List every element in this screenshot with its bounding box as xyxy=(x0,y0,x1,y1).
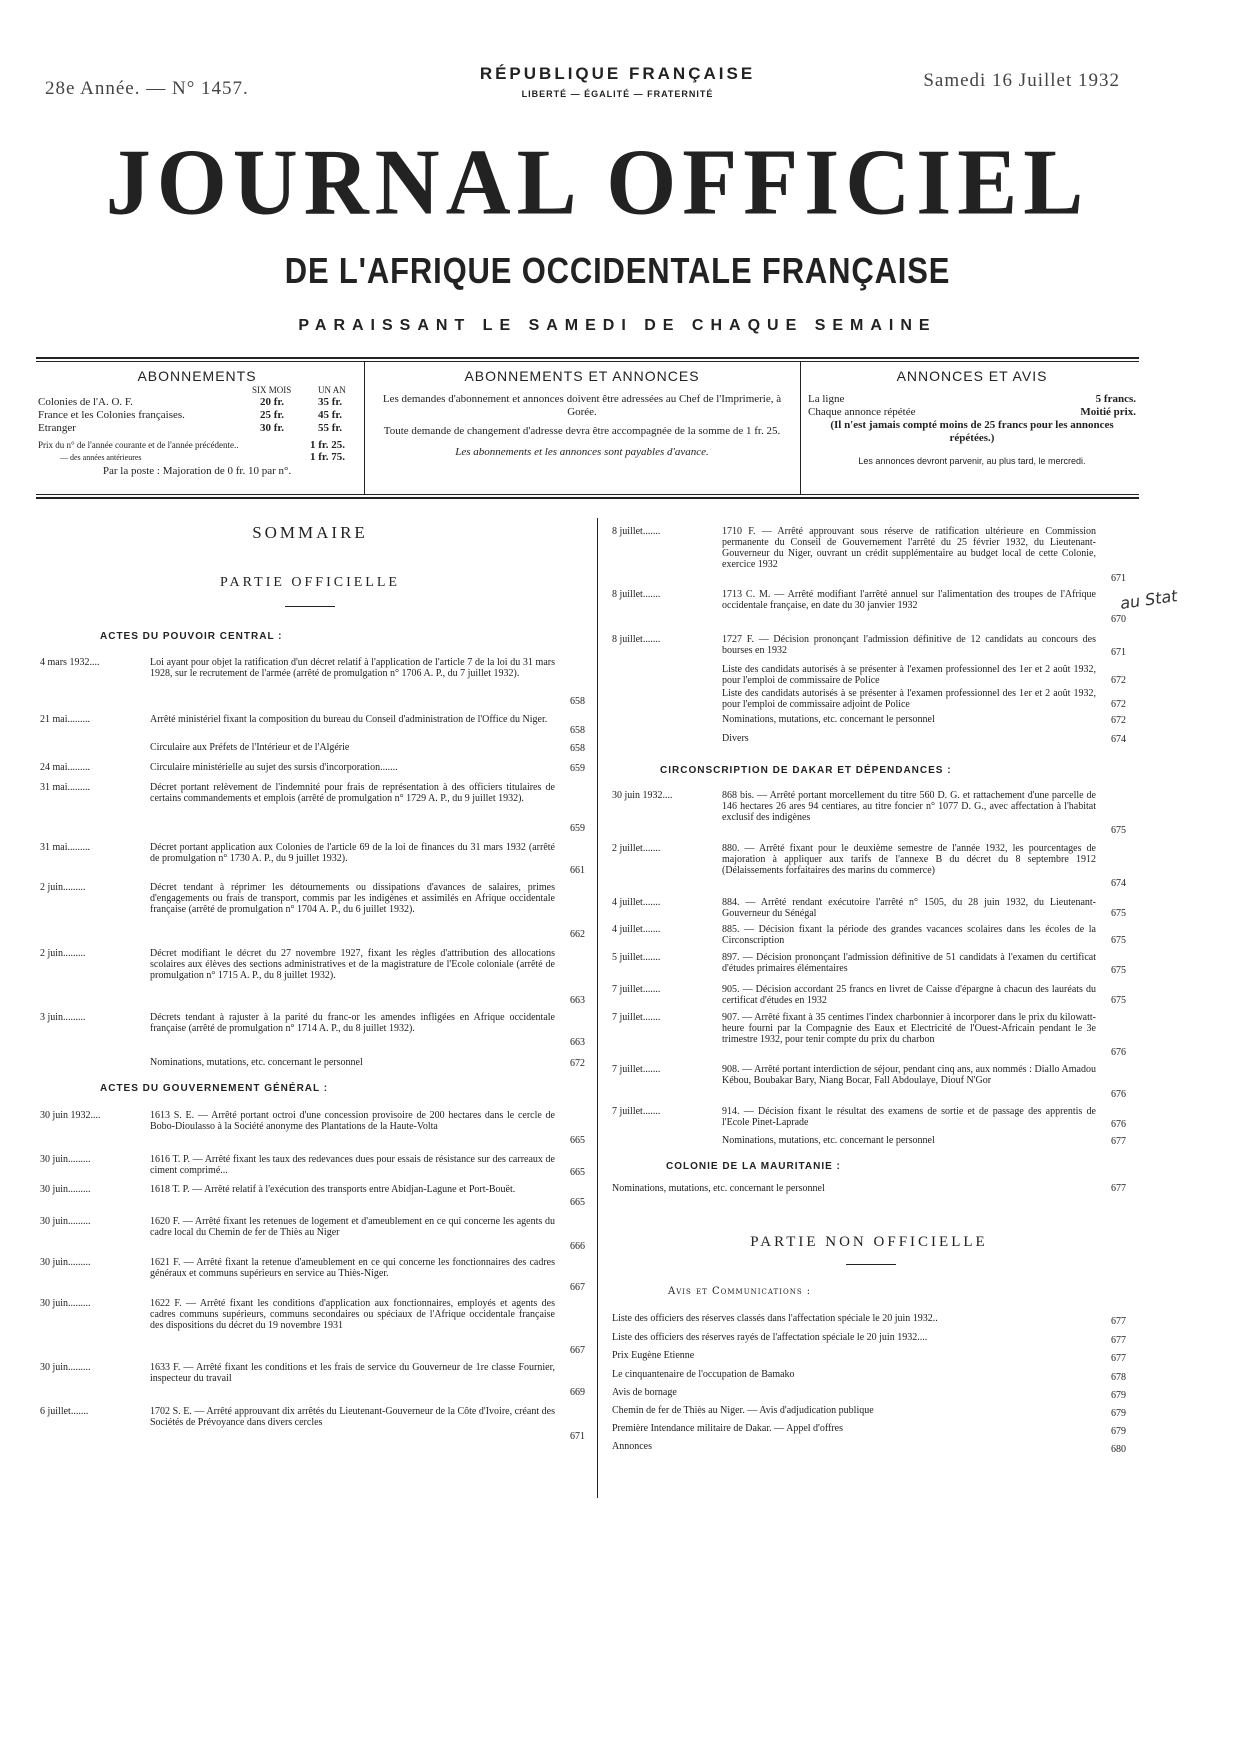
toc-entry xyxy=(612,664,1126,686)
entry-title: Circulaire ministérielle au sujet des sursis d'incorporation....... xyxy=(150,762,398,773)
entry-page: 675 xyxy=(1111,908,1126,919)
price-row-year: 45 fr. xyxy=(318,409,343,421)
entry-date: 31 mai......... xyxy=(40,782,90,793)
line-price-label: La ligne xyxy=(808,393,845,405)
issue-price-value: 1 fr. 25. xyxy=(310,439,346,451)
toc-entry xyxy=(612,714,1126,726)
price-row-six: 30 fr. xyxy=(260,422,285,434)
toc-entry xyxy=(40,842,585,876)
entry-title: Décret portant relèvement de l'indemnité pour frais de représentation à des officiers titulaires de certains commandements et emplois (arrêté de promulgation n° 1729 A. P., du 9 juillet 1932). xyxy=(150,782,555,804)
entry-title: 908. — Arrêté portant interdiction de séjour, pendant cinq ans, aux nommés : Diallo Amadou Kébou, Boubakar Bary, Niang Bocar, Fall Abdoulaye, Diouf N'Gor xyxy=(722,1064,1096,1086)
entry-page: 665 xyxy=(570,1167,585,1178)
section-central-power: ACTES DU POUVOIR CENTRAL : xyxy=(100,631,283,642)
journal-title: JOURNAL OFFICIEL xyxy=(105,130,1090,235)
entry-page: 666 xyxy=(570,1241,585,1252)
toc-entry xyxy=(612,1106,1126,1130)
entry-page: 675 xyxy=(1111,825,1126,836)
entry-date: 24 mai......... xyxy=(40,762,90,773)
entry-page: 680 xyxy=(1111,1444,1126,1455)
entry-page: 667 xyxy=(570,1345,585,1356)
entry-title: 907. — Arrêté fixant à 35 centimes l'index charbonnier à incorporer dans le prix du kilowatt-heure fourni par la Compagnie des Eaux et Electricité de l'Ouest-Africain pendant le 3e trimestre 1932, pour tenir compte du prix du charbon xyxy=(722,1012,1096,1045)
entry-page: 672 xyxy=(1111,715,1126,726)
mauritanie-entry xyxy=(612,1183,1126,1195)
official-part-rule xyxy=(285,606,335,607)
entry-date: 8 juillet....... xyxy=(612,634,661,645)
entry-title: 1713 C. M. — Arrêté modifiant l'arrêté annuel sur l'alimentation des troupes de l'Afrique occidentale française, en date du 30 janvier 1932 xyxy=(722,589,1096,611)
price-row-year: 35 fr. xyxy=(318,396,343,408)
entry-page: 665 xyxy=(570,1135,585,1146)
entry-date: 2 juin......... xyxy=(40,882,86,893)
minimum-note: (Il n'est jamais compté moins de 25 francs pour les annonces répétées.) xyxy=(830,419,1114,444)
entry-page: 659 xyxy=(570,763,585,774)
six-months-header: SIX MOIS xyxy=(252,385,292,395)
toc-entry xyxy=(612,1369,1126,1383)
toc-entry xyxy=(612,924,1126,946)
entry-date: 30 juin 1932.... xyxy=(612,790,673,801)
entry-title: 885. — Décision fixant la période des grandes vacances scolaires dans les écoles de la Circonscription xyxy=(722,924,1096,946)
entry-title: 1702 S. E. — Arrêté approuvant dix arrêtés du Lieutenant-Gouverneur de la Côte d'Ivoire, créant des Sociétés de Prévoyance dans divers cercles xyxy=(150,1406,555,1428)
section-dakar: CIRCONSCRIPTION DE DAKAR ET DÉPENDANCES : xyxy=(660,765,952,776)
entry-page: 675 xyxy=(1111,965,1126,976)
section-general-government: ACTES DU GOUVERNEMENT GÉNÉRAL : xyxy=(100,1083,329,1094)
toc-entry xyxy=(612,952,1126,976)
entry-page: 676 xyxy=(1111,1119,1126,1130)
entry-title: Chemin de fer de Thiès au Niger. — Avis d'adjudication publique xyxy=(612,1405,874,1416)
box-bottom-rule xyxy=(36,494,1139,495)
box-top-rule-thin xyxy=(36,361,1139,362)
issue-price-label: Prix du n° de l'année courante et de l'année précédente.. xyxy=(38,440,239,450)
entry-title: Décret modifiant le décret du 27 novembre 1927, fixant les règles d'attribution des allocations scolaires aux élèves des sections administratives et de la magistrature de l'Ecole coloniale (arrêté de promulgation n° 1715 A. P., du 8 juillet 1932). xyxy=(150,948,555,981)
entry-date: 7 juillet....... xyxy=(612,1012,661,1023)
one-year-header: UN AN xyxy=(318,385,346,395)
toc-entry xyxy=(40,1057,585,1069)
entry-title: Avis de bornage xyxy=(612,1387,677,1398)
toc-entry xyxy=(40,882,585,940)
entry-title: Nominations, mutations, etc. concernant le personnel xyxy=(722,714,935,725)
entry-date: 8 juillet....... xyxy=(612,526,661,537)
subscriptions-box xyxy=(38,368,356,478)
entry-page: 675 xyxy=(1111,995,1126,1006)
handwritten-note: au Stat xyxy=(1118,586,1179,613)
toc-entry xyxy=(612,733,1126,745)
entry-page: 674 xyxy=(1111,878,1126,889)
toc-entry xyxy=(612,1405,1126,1419)
entry-page: 667 xyxy=(570,1282,585,1293)
entry-title: Circulaire aux Préfets de l'Intérieur et de l'Algérie xyxy=(150,742,350,753)
postage-note: Par la poste : Majoration de 0 fr. 10 par n°. xyxy=(102,465,292,477)
entry-title: Décrets tendant à rajuster à la parité du franc-or les amendes infligées en Afrique occidentale française (arrêté de promulgation n° 1714 A. P., du 8 juillet 1932). xyxy=(150,1012,555,1034)
entry-date: 7 juillet....... xyxy=(612,1064,661,1075)
entry-page: 662 xyxy=(570,929,585,940)
entry-page: 675 xyxy=(1111,935,1126,946)
ads-notices-heading: ANNONCES ET AVIS xyxy=(896,368,1048,384)
box-bottom-rule-thick xyxy=(36,497,1139,499)
entry-title: 1618 T. P. — Arrêté relatif à l'exécution des transports entre Abidjan-Lagune et Port-Bouët. xyxy=(150,1184,516,1195)
subscriptions-ads-text-1: Les demandes d'abonnement et annonces doivent être adressées au Chef de l'Imprimerie, à Gorée. xyxy=(382,393,782,418)
toc-entry xyxy=(612,1350,1126,1364)
box-top-rule xyxy=(36,357,1139,359)
toc-entry xyxy=(612,1064,1126,1100)
entry-page: 658 xyxy=(570,743,585,754)
entry-title: Divers xyxy=(722,733,749,744)
price-row-six: 25 fr. xyxy=(260,409,285,421)
subscriptions-ads-text-2: Toute demande de changement d'adresse devra être accompagnée de la somme de 1 fr. 25. xyxy=(383,425,781,437)
toc-entry xyxy=(40,948,585,1006)
entry-page: 659 xyxy=(570,823,585,834)
entry-date: 30 juin......... xyxy=(40,1362,91,1373)
toc-entry xyxy=(612,984,1126,1006)
toc-entry xyxy=(612,688,1126,710)
toc-entry xyxy=(612,589,1126,625)
toc-entry xyxy=(40,1012,585,1048)
entry-page: 672 xyxy=(570,1058,585,1069)
entry-title: Nominations, mutations, etc. concernant le personnel xyxy=(150,1057,363,1068)
entry-page: 677 xyxy=(1111,1353,1126,1364)
entry-title: 1613 S. E. — Arrêté portant octroi d'une concession provisoire de 200 hectares dans le cercle de Bobo-Dioulasso à la Société anonyme des Plantations de la Haute-Volta xyxy=(150,1110,555,1132)
entry-title: Le cinquantenaire de l'occupation de Bamako xyxy=(612,1369,795,1380)
subscriptions-ads-heading: ABONNEMENTS ET ANNONCES xyxy=(464,368,700,384)
journal-tagline: PARAISSANT LE SAMEDI DE CHAQUE SEMAINE xyxy=(298,317,937,334)
entry-page: 677 xyxy=(1111,1335,1126,1346)
official-part-title: PARTIE OFFICIELLE xyxy=(220,575,400,590)
entry-title: 1622 F. — Arrêté fixant les conditions d'application aux fonctionnaires, employés et agents des cadres communs supérieurs, communs secondaires ou spéciaux de l'Afrique occidentale française des dispositions du décret du 19 novembre 1931 xyxy=(150,1298,555,1331)
entry-page: 665 xyxy=(570,1197,585,1208)
entry-page: 674 xyxy=(1111,734,1126,745)
toc-entry xyxy=(40,1406,585,1442)
entry-date: 21 mai......... xyxy=(40,714,90,725)
entry-title: Arrêté ministériel fixant la composition du bureau du Conseil d'administration de l'Office du Niger. xyxy=(150,714,548,725)
journal-subtitle: DE L'AFRIQUE OCCIDENTALE FRANÇAISE xyxy=(284,250,951,291)
entry-page: 677 xyxy=(1111,1136,1126,1147)
entry-title: 868 bis. — Arrêté portant morcellement du titre 560 D. G. et rattachement d'une parcelle de 146 hectares 26 ares 94 centiares, au titre foncier n° 1077 D. G., avec affectation à l'habitat exclusif des indigènes xyxy=(722,790,1096,823)
entry-title: Liste des officiers des réserves rayés de l'affectation spéciale le 20 juin 1932.... xyxy=(612,1332,928,1343)
entry-page: 671 xyxy=(570,1431,585,1442)
entry-title: 1633 F. — Arrêté fixant les conditions et les frais de service du Gouverneur de 1re classe Fournier, inspecteur du travail xyxy=(150,1362,555,1384)
toc-entry xyxy=(612,1332,1126,1346)
toc-entry xyxy=(612,1313,1126,1327)
entry-date: 30 juin......... xyxy=(40,1154,91,1165)
toc-entry xyxy=(40,782,585,834)
toc-entry xyxy=(612,634,1126,658)
toc-entry xyxy=(612,1387,1126,1401)
entry-title: Liste des candidats autorisés à se présenter à l'examen professionnel des 1er et 2 août 1932, pour l'emploi de commissaire adjoint de Police xyxy=(722,688,1096,710)
toc-entry xyxy=(612,790,1126,836)
entry-title: 914. — Décision fixant le résultat des examens de sortie et de passage des apprentis de l'Ecole Pinet-Laprade xyxy=(722,1106,1096,1128)
entry-title: Prix Eugène Etienne xyxy=(612,1350,695,1361)
price-row-six: 20 fr. xyxy=(260,396,285,408)
entry-date: 8 juillet....... xyxy=(612,589,661,600)
ads-deadline: Les annonces devront parvenir, au plus tard, le mercredi. xyxy=(858,456,1086,466)
line-price-value: 5 francs. xyxy=(1095,393,1136,405)
repeat-price-label: Chaque annonce répétée xyxy=(808,406,916,418)
toc-entry xyxy=(612,1135,1126,1147)
column-divider xyxy=(597,518,598,1498)
entry-title: Première Intendance militaire de Dakar. — Appel d'offres xyxy=(612,1423,843,1434)
entry-page: 677 xyxy=(1111,1316,1126,1327)
republic-heading: RÉPUBLIQUE FRANÇAISE xyxy=(479,64,756,83)
entry-title: 897. — Décision prononçant l'admission définitive de 51 candidats à l'examen du certificat d'études primaires élémentaires xyxy=(722,952,1096,974)
entry-page: 678 xyxy=(1111,1372,1126,1383)
entry-page: 669 xyxy=(570,1387,585,1398)
entry-page: 672 xyxy=(1111,675,1126,686)
notices-heading: Avis et Communications : xyxy=(668,1286,812,1297)
entry-date: 5 juillet....... xyxy=(612,952,661,963)
entry-title: 1621 F. — Arrêté fixant la retenue d'ameublement en ce qui concerne les fonctionnaires des cadres généraux et communs supérieurs en service au Thiès-Niger. xyxy=(150,1257,555,1279)
entry-page: 679 xyxy=(1111,1408,1126,1419)
toc-entry xyxy=(40,1216,585,1252)
repeat-price-value: Moitié prix. xyxy=(1080,406,1136,418)
toc-entry xyxy=(40,1362,585,1398)
entry-page: 677 xyxy=(1111,1183,1126,1194)
toc-entry xyxy=(40,657,585,707)
entry-date: 30 juin......... xyxy=(40,1298,91,1309)
non-official-part-title: PARTIE NON OFFICIELLE xyxy=(750,1234,988,1250)
non-official-part-rule xyxy=(846,1264,896,1265)
entry-title: 905. — Décision accordant 25 francs en livret de Caisse d'épargne à chacun des lauréats du certificat d'études en 1932 xyxy=(722,984,1096,1006)
entry-title: 1710 F. — Arrêté approuvant sous réserve de ratification ultérieure en Commission permanente du Conseil de Gouvernement l'arrêté du 25 février 1932, du Lieutenant-Gouverneur du Niger, ouvrant un crédit supplémentaire au budget local de cette Colonie, exercice 1932 xyxy=(722,526,1096,570)
price-row-year: 55 fr. xyxy=(318,422,343,434)
entry-date: 30 juin......... xyxy=(40,1257,91,1268)
entry-title: Nominations, mutations, etc. concernant le personnel xyxy=(722,1135,935,1146)
entry-title: 884. — Arrêté rendant exécutoire l'arrêté n° 1505, du 28 juin 1932, du Lieutenant-Gouverneur du Sénégal xyxy=(722,897,1096,919)
entry-title: Nominations, mutations, etc. concernant le personnel xyxy=(612,1183,825,1194)
toc-entry xyxy=(40,1257,585,1293)
entry-date: 31 mai......... xyxy=(40,842,90,853)
entry-page: 658 xyxy=(570,725,585,736)
issue-number: 28e Année. — N° 1457. xyxy=(45,78,249,99)
toc-entry xyxy=(40,1154,585,1178)
entry-page: 679 xyxy=(1111,1390,1126,1401)
entry-date: 2 juillet....... xyxy=(612,843,661,854)
entry-page: 661 xyxy=(570,865,585,876)
entry-page: 663 xyxy=(570,1037,585,1048)
section-mauritanie: COLONIE DE LA MAURITANIE : xyxy=(666,1161,841,1172)
toc-entry xyxy=(612,843,1126,889)
ads-notices-box xyxy=(808,368,1136,468)
entry-date: 2 juin......... xyxy=(40,948,86,959)
entry-date: 30 juin 1932.... xyxy=(40,1110,101,1121)
entry-page: 671 xyxy=(1111,647,1126,658)
toc-entry xyxy=(612,1441,1126,1455)
subscriptions-ads-text-3: Les abonnements et les annonces sont payables d'avance. xyxy=(455,446,709,458)
entry-date: 6 juillet....... xyxy=(40,1406,89,1417)
entry-date: 4 juillet....... xyxy=(612,924,661,935)
entry-date: 30 juin......... xyxy=(40,1184,91,1195)
toc-entry xyxy=(612,897,1126,919)
toc-entry xyxy=(40,762,585,774)
toc-entry xyxy=(612,526,1126,584)
entry-date: 4 juillet....... xyxy=(612,897,661,908)
toc-entry xyxy=(40,714,585,736)
box-divider-left xyxy=(364,362,365,494)
entry-title: Loi ayant pour objet la ratification d'un décret relatif à l'application de l'article 7 de la loi du 31 mars 1928, sur le recrutement de l'armée (arrêté de promulgation n° 1706 A. P., du 7 juillet 1932). xyxy=(150,657,555,679)
price-row-label: Colonies de l'A. O. F. xyxy=(38,396,133,408)
entry-date: 7 juillet....... xyxy=(612,984,661,995)
entry-page: 676 xyxy=(1111,1047,1126,1058)
entry-page: 663 xyxy=(570,995,585,1006)
entry-title: Liste des candidats autorisés à se présenter à l'examen professionnel des 1er et 2 août 1932, pour l'emploi de commissaire de Police xyxy=(722,664,1096,686)
republic-motto: LIBERTÉ — ÉGALITÉ — FRATERNITÉ xyxy=(521,89,714,99)
entry-title: 1616 T. P. — Arrêté fixant les taux des redevances dues pour essais de résistance sur des carreaux de ciment comprimé... xyxy=(150,1154,555,1176)
entry-date: 7 juillet....... xyxy=(612,1106,661,1117)
entry-title: Décret tendant à réprimer les détournements ou dissipations d'avances de salaires, primes d'engagements ou frais de transport, commis par les indigènes et assimilés en Afrique occidentale française (arrêté de promulgation n° 1704 A. P., du 6 juillet 1932). xyxy=(150,882,555,915)
entry-title: 1620 F. — Arrêté fixant les retenues de logement et d'ameublement en ce qui concerne les agents du cadre local du Chemin de fer de Thiès au Niger xyxy=(150,1216,555,1238)
older-issue-label: — des années antérieures xyxy=(60,453,142,462)
issue-date: Samedi 16 Juillet 1932 xyxy=(923,70,1120,91)
subscriptions-heading: ABONNEMENTS xyxy=(137,368,257,384)
toc-entry xyxy=(40,1298,585,1356)
toc-entry xyxy=(40,1184,585,1208)
entry-title: Décret portant application aux Colonies de l'article 69 de la loi de finances du 31 mars 1932 (arrêté de promulgation n° 1730 A. P., du 9 juillet 1932). xyxy=(150,842,555,864)
entry-title: 1727 F. — Décision prononçant l'admission définitive de 12 candidats au concours des bourses en 1932 xyxy=(722,634,1096,656)
entry-date: 30 juin......... xyxy=(40,1216,91,1227)
box-divider-right xyxy=(800,362,801,494)
toc-entry xyxy=(40,1110,585,1146)
entry-page: 672 xyxy=(1111,699,1126,710)
price-row-label: France et les Colonies françaises. xyxy=(38,409,185,421)
entry-title: Liste des officiers des réserves classés dans l'affectation spéciale le 20 juin 1932.. xyxy=(612,1313,938,1324)
entry-page: 658 xyxy=(570,696,585,707)
toc-entry xyxy=(612,1423,1126,1437)
entry-page: 676 xyxy=(1111,1089,1126,1100)
toc-entry xyxy=(40,742,585,754)
entry-title: Annonces xyxy=(612,1441,652,1452)
toc-entry xyxy=(612,1012,1126,1058)
entry-page: 670 xyxy=(1111,614,1126,625)
subscriptions-ads-box xyxy=(372,368,792,459)
entry-title: 880. — Arrêté fixant pour le deuxième semestre de l'année 1932, les pourcentages de majoration à appliquer aux tarifs de l'annexe B du décret du 8 septembre 1912 (Délaissements forfaitaires des marins du commerce) xyxy=(722,843,1096,876)
price-row-label: Etranger xyxy=(38,422,76,434)
entry-date: 3 juin......... xyxy=(40,1012,86,1023)
entry-date: 4 mars 1932.... xyxy=(40,657,100,668)
sommaire-title: SOMMAIRE xyxy=(252,523,368,542)
entry-page: 671 xyxy=(1111,573,1126,584)
entry-page: 679 xyxy=(1111,1426,1126,1437)
older-issue-value: 1 fr. 75. xyxy=(310,451,346,463)
